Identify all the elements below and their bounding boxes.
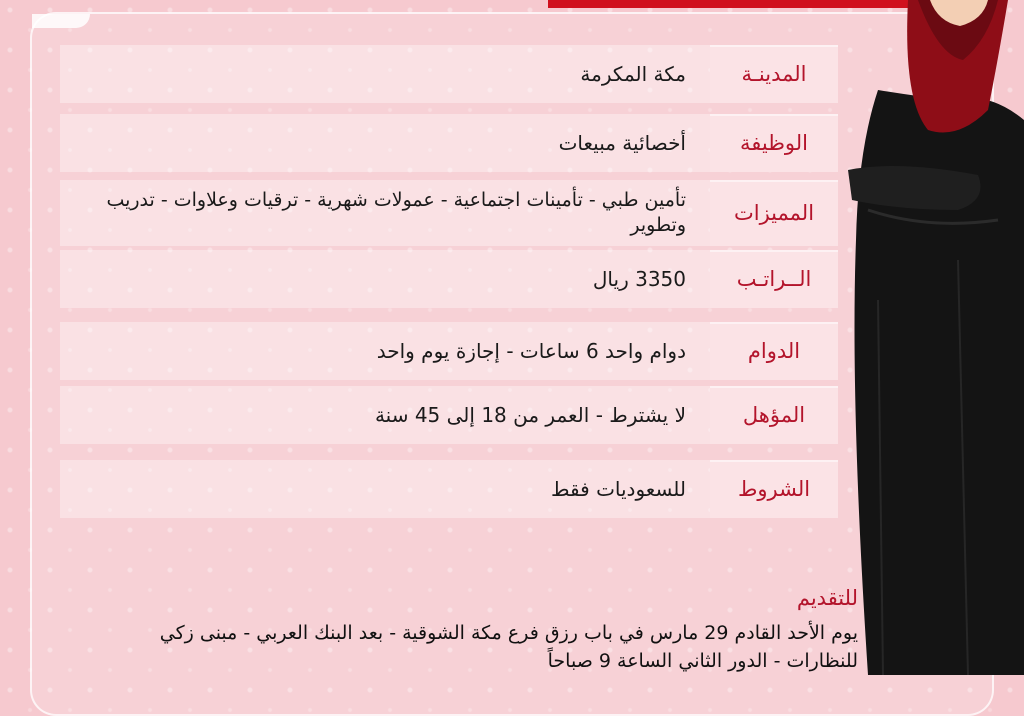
field-label: المؤهل [710,386,838,444]
field-label: الــراتـب [710,250,838,308]
field-value: أخصائية مبيعات [60,114,710,172]
apply-text: يوم الأحد القادم 29 مارس في باب رزق فرع مكة الشوقية - بعد البنك العربي - مبنى زكي للنظارات - الدور الثاني الساعة 9 صباحاً [159,622,858,672]
field-row-qualification [60,386,838,444]
apply-title: للتقديم [796,586,858,610]
woman-illustration [838,0,1024,675]
field-value: مكة المكرمة [60,45,710,103]
field-label: الوظيفة [710,114,838,172]
field-row-conditions [60,460,838,518]
field-row-benefits [60,180,838,246]
field-label: الشروط [710,460,838,518]
field-row-salary [60,250,838,308]
field-value: تأمين طبي - تأمينات اجتماعية - عمولات شهرية - ترقيات وعلاوات - تدريب وتطوير [60,180,710,246]
field-value: للسعوديات فقط [60,460,710,518]
field-value: لا يشترط - العمر من 18 إلى 45 سنة [60,386,710,444]
field-label: الدوام [710,322,838,380]
field-value: 3350 ريال [60,250,710,308]
field-value: دوام واحد 6 ساعات - إجازة يوم واحد [60,322,710,380]
field-label: المميزات [710,180,838,246]
card-corner-decoration [32,14,90,28]
field-row-city [60,45,838,103]
field-row-hours [60,322,838,380]
field-row-job [60,114,838,172]
field-label: المدينـة [710,45,838,103]
